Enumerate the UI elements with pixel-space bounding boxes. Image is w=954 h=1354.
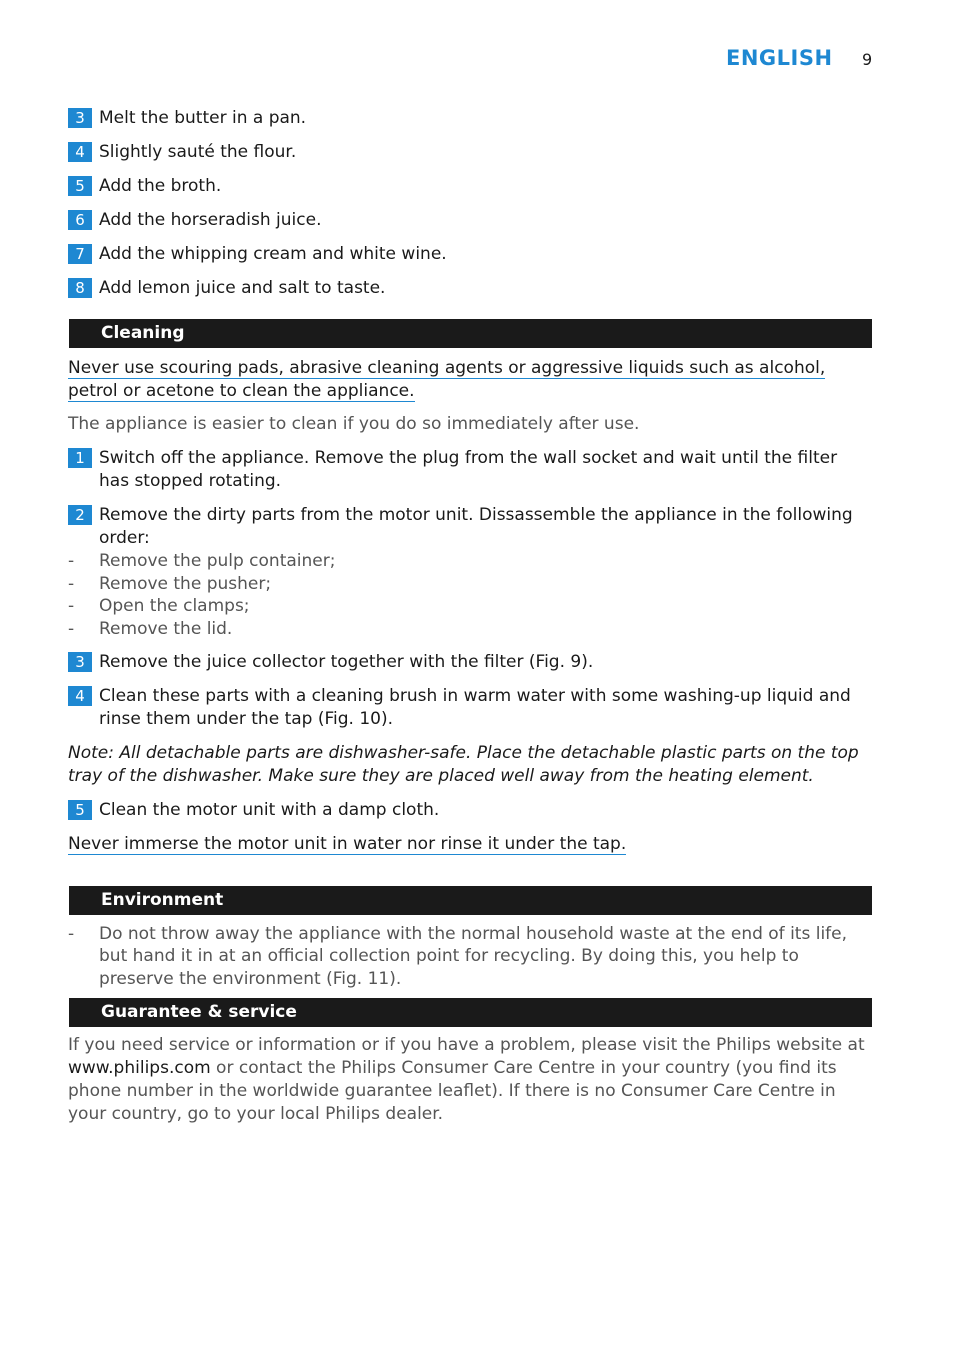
immerse-warning-text: Never immerse the motor unit in water nor rinse it under the tap. <box>68 834 627 854</box>
step-text: Clean the motor unit with a damp cloth. <box>99 800 440 820</box>
sub-item-text: Remove the pulp container; <box>99 551 336 571</box>
dishwasher-note: Note: All detachable parts are dishwasher-safe. Place the detachable plastic parts on the top tray of the dishwasher. Make sure they are placed well away from the heating element. <box>68 743 859 786</box>
cleaning-step-1 <box>68 447 872 493</box>
step-number: 4 <box>68 686 92 706</box>
section-heading-cleaning: Cleaning <box>69 319 872 348</box>
environment-text: Do not throw away the appliance with the normal household waste at the end of its life, but hand it in at an official collection point for recycling. By doing this, you help to preserve the environment (Fig. 11). <box>99 923 848 989</box>
recipe-step <box>68 277 872 300</box>
recipe-step <box>68 175 872 198</box>
guarantee-text <box>68 1034 872 1126</box>
sub-item-text: Open the clamps; <box>99 596 250 616</box>
language-label: ENGLISH <box>726 46 833 70</box>
cleaning-step-3 <box>68 651 872 674</box>
step-number: 6 <box>68 210 92 230</box>
sub-item-text: Remove the pusher; <box>99 573 272 594</box>
recipe-step <box>68 141 872 164</box>
section-heading-environment: Environment <box>69 886 872 915</box>
step-number: 8 <box>68 278 92 298</box>
sub-item: - Remove the pulp container; <box>68 551 336 571</box>
step-text: Switch off the appliance. Remove the plug from the wall socket and wait until the filter has stopped rotating. <box>99 448 838 491</box>
guarantee-text-before: If you need service or information or if you have a problem, please visit the Philips website at <box>68 1035 865 1055</box>
step-text: Remove the juice collector together with the filter (Fig. 9). <box>99 652 594 672</box>
step-number: 2 <box>68 505 92 525</box>
step-number: 7 <box>68 244 92 264</box>
environment-item <box>68 923 872 991</box>
cleaning-warning-text: Never use scouring pads, abrasive cleaning agents or aggressive liquids such as alcohol, petrol or acetone to clean the appliance. <box>68 358 826 401</box>
immerse-warning <box>68 833 872 856</box>
cleaning-intro: The appliance is easier to clean if you do so immediately after use. <box>68 414 640 434</box>
section-heading-guarantee: Guarantee & service <box>69 998 872 1027</box>
step-text: Clean these parts with a cleaning brush in warm water with some washing-up liquid and rinse them under the tap (Fig. 10). <box>99 686 851 729</box>
cleaning-step-5 <box>68 799 872 822</box>
step-number: 1 <box>68 448 92 468</box>
step-number: 3 <box>68 652 92 672</box>
recipe-step <box>68 107 872 130</box>
environment-dash: - <box>68 923 75 944</box>
page-content <box>68 107 872 1126</box>
cleaning-warning <box>68 357 872 402</box>
philips-website-link[interactable]: www.philips.com <box>68 1058 211 1078</box>
page-number: 9 <box>862 50 873 69</box>
step-text: Add the horseradish juice. <box>99 210 322 230</box>
step-number: 4 <box>68 142 92 162</box>
step-text: Add lemon juice and salt to taste. <box>99 278 386 298</box>
step-text: Melt the butter in a pan. <box>99 108 307 128</box>
step-number: 5 <box>68 176 92 196</box>
sub-item-text: Remove the lid. <box>99 618 233 639</box>
sub-item: - Remove the pusher; <box>68 573 272 594</box>
step-text: Add the whipping cream and white wine. <box>99 244 447 264</box>
cleaning-step-4 <box>68 685 872 731</box>
cleaning-step-2 <box>68 504 872 550</box>
step-number: 5 <box>68 800 92 820</box>
recipe-step <box>68 243 872 266</box>
recipe-step <box>68 209 872 232</box>
step-number: 3 <box>68 108 92 128</box>
step-text: Add the broth. <box>99 176 222 196</box>
sub-item: - Open the clamps; <box>68 596 250 616</box>
sub-item: - Remove the lid. <box>68 618 233 639</box>
step-text: Slightly sauté the flour. <box>99 142 297 162</box>
step-text: Remove the dirty parts from the motor unit. Dissassemble the appliance in the following order: <box>99 505 853 548</box>
guarantee-text-after: or contact the Philips Consumer Care Centre in your country (you find its phone number in the worldwide guarantee leaflet). If there is no Consumer Care Centre in your country, go to your local Philips dealer. <box>68 1058 837 1124</box>
